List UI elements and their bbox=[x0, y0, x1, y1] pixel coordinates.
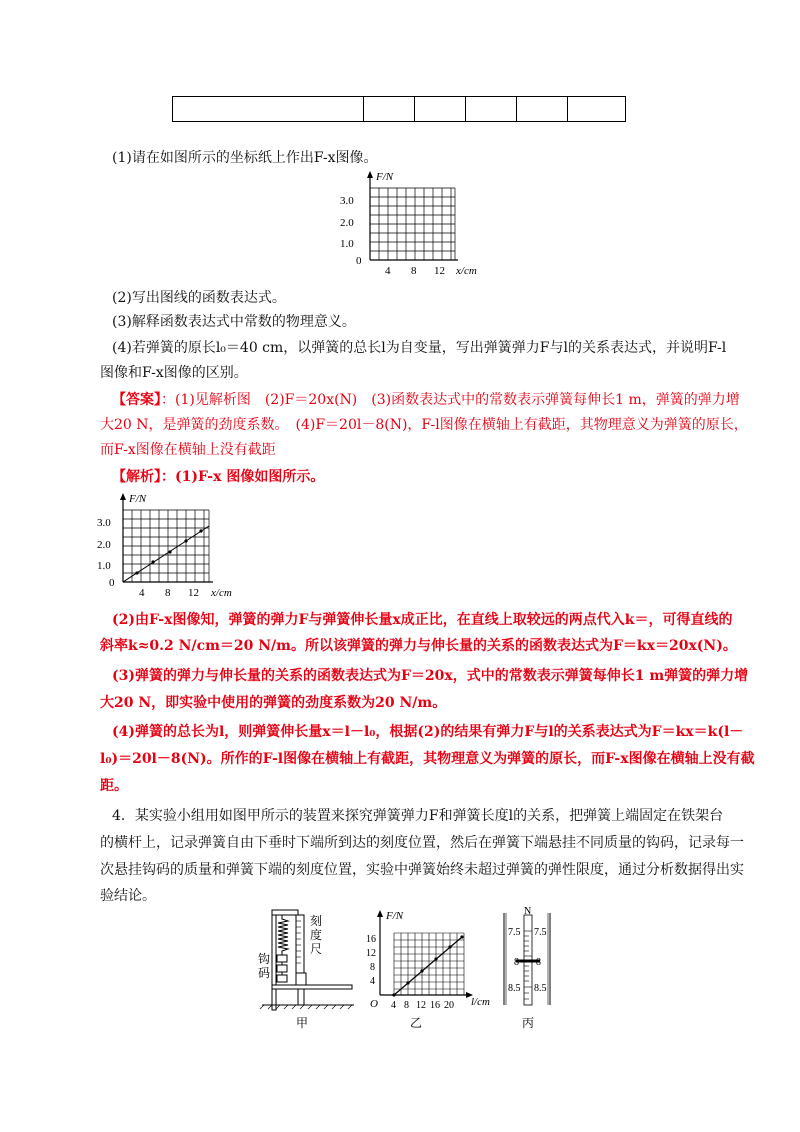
question-part-4-line2: 图像和F-x图像的区别。 bbox=[100, 365, 248, 381]
x-tick-label: 16 bbox=[430, 1000, 440, 1011]
y-tick-label: 3.0 bbox=[340, 195, 354, 207]
y-tick-label: 2.0 bbox=[340, 217, 354, 229]
analysis-4-line2: l₀)＝20l－8(N)。所作的F-l图像在横轴上有截距，其物理意义为弹簧的原长，而F-x图像在横轴上没有截 bbox=[100, 751, 755, 767]
x-tick-label: 8 bbox=[404, 1000, 409, 1011]
analysis-text: ：(1)F-x 图像如图所示。 bbox=[161, 469, 325, 485]
analysis-3-line2: 大20 N，即实验中使用的弹簧的劲度系数为20 N/m。 bbox=[100, 695, 447, 711]
x-tick-label: 4 bbox=[139, 587, 145, 599]
apparatus-figure bbox=[258, 905, 358, 1030]
fl-graph bbox=[366, 905, 506, 1030]
analysis-tag: 【解析】 bbox=[112, 469, 161, 485]
y-axis-label: F/N bbox=[386, 910, 404, 922]
x-tick-label: 12 bbox=[188, 587, 199, 599]
fl-line bbox=[394, 937, 462, 995]
y-axis-label: F/N bbox=[376, 171, 394, 183]
y-tick-label: 12 bbox=[366, 948, 376, 959]
question-4-line3: 次悬挂钩码的质量和弹簧下端的刻度位置，实验中弹簧始终未超过弹簧的弹性限度，通过分析数据得出实 bbox=[100, 862, 744, 878]
analysis-line1 bbox=[112, 467, 722, 487]
x-axis-label: x/cm bbox=[211, 587, 232, 599]
table-cell bbox=[517, 97, 568, 122]
y-tick-label: 2.0 bbox=[97, 539, 111, 551]
blank-graph-paper bbox=[318, 168, 498, 280]
table-cell bbox=[364, 97, 415, 122]
table-row bbox=[173, 97, 626, 122]
tick-label-right: 7.5 bbox=[534, 927, 547, 938]
x-axis-label: l/cm bbox=[471, 996, 490, 1008]
x-tick-label: 4 bbox=[385, 265, 391, 277]
x-tick-label: 12 bbox=[416, 1000, 426, 1011]
ruler-label: 度 bbox=[310, 928, 323, 942]
ruler-label: 刻 bbox=[310, 914, 323, 928]
y-tick-label: 0 bbox=[109, 577, 115, 589]
y-tick-label: 0 bbox=[356, 255, 362, 267]
table-cell bbox=[466, 97, 517, 122]
question-part-3: (3)解释函数表达式中常数的物理意义。 bbox=[112, 314, 356, 330]
tick-label-left: 8.5 bbox=[508, 983, 521, 994]
tick-label-left: 8 bbox=[514, 957, 519, 968]
ruler-closeup bbox=[498, 905, 558, 1030]
weights-label: 钩 bbox=[258, 952, 271, 966]
x-tick-label: 8 bbox=[411, 265, 417, 277]
table-cell bbox=[415, 97, 466, 122]
tick-label-left: 7.5 bbox=[508, 927, 521, 938]
analysis-2-line1: (2)由F-x图像知，弹簧的弹力F与弹簧伸长量x成正比，在直线上取较远的两点代入k＝，可得直线的 bbox=[112, 612, 733, 628]
answer-line1 bbox=[112, 390, 740, 410]
y-tick-label: 16 bbox=[366, 934, 376, 945]
y-axis-label: F/N bbox=[129, 493, 147, 505]
x-tick-label: 12 bbox=[434, 265, 445, 277]
question-part-1: (1)请在如图所示的坐标纸上作出F-x图像。 bbox=[112, 150, 378, 166]
question-part-4-line1: (4)若弹簧的原长l₀＝40 cm，以弹簧的总长l为自变量，写出弹簧弹力F与l的关系表达式，并说明F-l bbox=[112, 340, 727, 356]
analysis-4-line3: 距。 bbox=[100, 778, 128, 794]
analysis-3-line1: (3)弹簧的弹力与伸长量的关系的函数表达式为F＝20x，式中的常数表示弹簧每伸长1 m弹簧的弹力增 bbox=[112, 668, 749, 684]
table-cell bbox=[173, 97, 364, 122]
tick-label-right: 8.5 bbox=[534, 983, 547, 994]
figure-caption: 乙 bbox=[410, 1016, 423, 1030]
table-cell bbox=[568, 97, 626, 122]
ruler-label: 尺 bbox=[310, 942, 323, 956]
y-tick-label: 1.0 bbox=[97, 560, 111, 572]
question-4-line2: 的横杆上，记录弹簧自由下垂时下端所到达的刻度位置，然后在弹簧下端悬挂不同质量的钩码，记录每一 bbox=[100, 835, 744, 851]
analysis-4-line1: (4)弹簧的总长为l，则弹簧伸长量x＝l－l₀，根据(2)的结果有弹力F与l的关系表达式为F＝kx＝k(l－ bbox=[112, 724, 744, 740]
unit-label: N bbox=[524, 906, 532, 917]
answer-line2: 大20 N，是弹簧的劲度系数。 (4)F＝20l－8(N)，F-l图像在横轴上有截距，其物理意义为弹簧的原长， bbox=[100, 417, 748, 433]
weights-label: 码 bbox=[258, 966, 271, 980]
tick-label-right: 8 bbox=[536, 957, 541, 968]
figure-caption: 甲 bbox=[296, 1016, 309, 1030]
y-tick-label: 8 bbox=[370, 962, 375, 973]
question-part-2: (2)写出图线的函数表达式。 bbox=[112, 290, 286, 306]
x-tick-label: 8 bbox=[165, 587, 171, 599]
x-tick-label: 4 bbox=[391, 1000, 396, 1011]
x-tick-label: 20 bbox=[444, 1000, 454, 1011]
analysis-2-line2: 斜率k≈0.2 N/cm＝20 N/m。所以该弹簧的弹力与伸长量的关系的函数表达式为F＝kx＝20x(N)。 bbox=[100, 638, 737, 654]
answer-line3: 而F-x图像在横轴上没有截距 bbox=[100, 442, 276, 458]
y-tick-label: 4 bbox=[370, 976, 375, 987]
x-axis-label: x/cm bbox=[456, 265, 477, 277]
answer-tag: 【答案】 bbox=[112, 392, 161, 408]
answer-text: ：(1)见解析图 (2)F＝20x(N) (3)函数表达式中的常数表示弹簧每伸长1 m，弹簧的弹力增 bbox=[161, 392, 740, 408]
data-table bbox=[172, 96, 626, 122]
question-4-line4: 验结论。 bbox=[100, 888, 156, 904]
question-4-line1: 4．某实验小组用如图甲所示的装置来探究弹簧弹力F和弹簧长度l的关系，把弹簧上端固定在铁架台 bbox=[112, 808, 724, 824]
y-tick-label: 3.0 bbox=[97, 517, 111, 529]
y-tick-label: 1.0 bbox=[340, 238, 354, 250]
figure-caption: 丙 bbox=[522, 1016, 535, 1030]
origin-label: O bbox=[370, 998, 378, 1010]
fx-graph bbox=[95, 490, 275, 602]
